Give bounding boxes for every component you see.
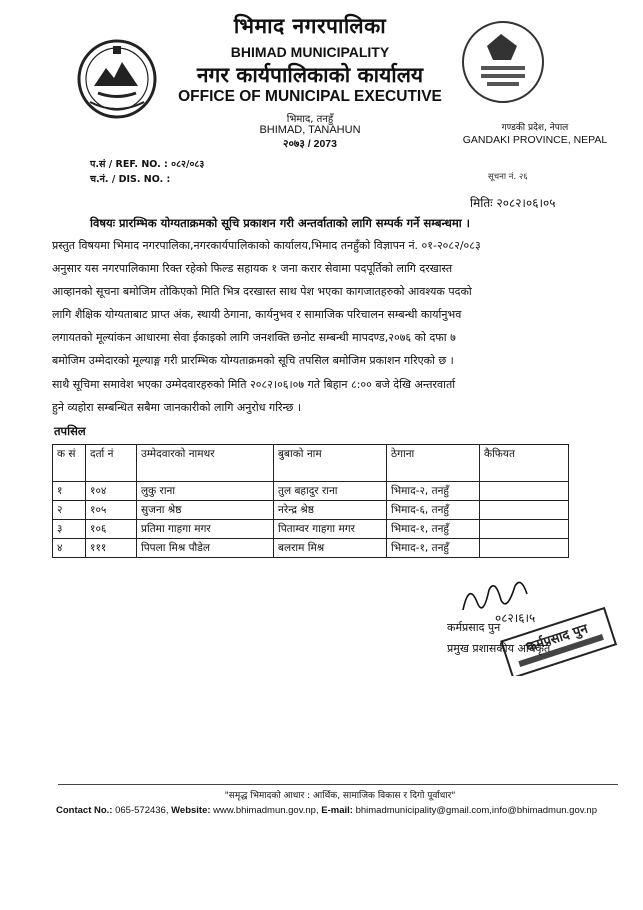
column-header-reg-no: दर्ता नं [86,445,137,482]
table-row [53,501,569,520]
body-line: अनुसार यस नगरपालिकामा रिक्त रहेको फिल्ड सहायक १ जना करार सेवामा पदपूर्तिको लागि दरखास्त [52,262,453,275]
column-header-address: ठेगाना [387,445,480,482]
dispatch-number: च.नं. / DIS. NO. : [90,174,171,185]
cell-reg-no: १११ [86,539,137,558]
cell-candidate-name: पिपला मिश्र पौडेल [137,539,274,558]
table-row [53,482,569,501]
table-title: तपसिल [54,424,86,438]
website-link[interactable]: www.bhimadmun.gov.np, [213,805,319,816]
cell-reg-no: १०६ [86,520,137,539]
cell-address: भिमाद-२, तनहुँ [387,482,480,501]
body-line: प्रस्तुत विषयमा भिमाद नगरपालिका,नगरकार्यपालिकाको कार्यालय,भिमाद तनहुँको विज्ञापन नं. ०१-२०८२/०८३ [52,239,481,252]
municipality-name-nepali: भिमाद नगरपालिका [233,14,387,38]
cell-remarks [480,520,569,539]
contact-number: 065-572436, [115,805,169,816]
location-english: BHIMAD, TANAHUN [259,124,361,136]
signatory-title: प्रमुख प्रशासकीय अधिकृत [447,642,551,655]
column-header-remarks: कैफियत [480,445,569,482]
establishment-year: २०७३ / 2073 [283,138,337,150]
cell-serial: ३ [53,520,86,539]
cell-father-name: पिताम्वर गाहगा मगर [274,520,387,539]
location-nepali: भिमाद, तनहुँ [286,114,334,125]
footer-divider [58,784,618,785]
province-english: GANDAKI PROVINCE, NEPAL [462,134,608,146]
cell-reg-no: १०५ [86,501,137,520]
office-seal-stamp [457,16,549,118]
body-line: आव्हानको सूचना बमोजिम तोकिएको मिति भित्र दरखास्त साथ पेश भएका कागजातहरुको आवश्यक पदको [52,285,472,298]
column-header-candidate-name: उम्मेदवारको नामथर [137,445,274,482]
cell-candidate-name: सुजना श्रेष्ठ [137,501,274,520]
footer-slogan: "समृद्ध भिमादको आधार : आर्थिक, सामाजिक विकास र दिगो पूर्वाधार" [224,791,456,801]
footer-contact [56,805,636,816]
table-row [53,520,569,539]
column-header-father-name: बुबाको नाम [274,445,387,482]
cell-address: भिमाद-१, तनहुँ [387,539,480,558]
cell-father-name: बलराम मिश्र [274,539,387,558]
notice-number: सूचना नं. २६ [488,172,528,182]
body-line: लागि शैक्षिक योग्यताबाट प्राप्त अंक, स्थायी ठेगाना, कार्यनुभव र सामाजिक परिचालन सम्बन्धी कार्यानुभव [52,308,462,321]
body-line: बमोजिम उम्मेदारको मूल्याङ्ग गरी प्रारम्भिक योग्यताक्रमको सूचि तपसिल बमोजिम प्रकाशन गरिएको छ । [52,354,454,367]
office-name-english: OFFICE OF MUNICIPAL EXECUTIVE [178,88,442,105]
handwritten-date: ०८२।६।५ [495,611,536,625]
cell-serial: ४ [53,539,86,558]
subject-line: विषयः प्रारम्भिक योग्यताक्रमको सूचि प्रकाशन गरी अन्तर्वाताको लागि सम्पर्क गर्ने सम्बन्धमा । [90,216,471,230]
body-line: साथै सूचिमा समावेश भएका उम्मेदवारहरुको मिति २०८२।०६।०७ गते बिहान ८:०० बजे देखि अन्तरवार्ता [52,378,456,391]
cell-remarks [480,501,569,520]
cell-candidate-name: प्रतिमा गाहगा मगर [137,520,274,539]
email-link[interactable]: bhimadmunicipality@gmail.com,info@bhimadmun.gov.np [355,805,597,816]
stamp-name-text: कर्मप्रसाद पुन [524,621,590,656]
cell-father-name: नरेन्द्र श्रेष्ठ [274,501,387,520]
notice-date: मितिः २०८२।०६।०५ [470,196,556,210]
website-label: Website: [171,805,211,816]
table-header-row [53,445,569,482]
body-line: हुने व्यहोरा सम्बन्धित सबैमा जानकारीको लागि अनुरोध गरिन्छ । [52,401,302,414]
cell-remarks [480,482,569,501]
column-header-serial: क सं [53,445,86,482]
contact-label: Contact No.: [56,805,113,816]
cell-father-name: तुल बहादुर राना [274,482,387,501]
table-row [53,539,569,558]
email-label: E-mail: [321,805,353,816]
candidate-table [52,444,569,558]
cell-remarks [480,539,569,558]
cell-address: भिमाद-६, तनहुँ [387,501,480,520]
nepal-emblem-logo [76,38,158,120]
cell-serial: १ [53,482,86,501]
office-name-nepali: नगर कार्यपालिकाको कार्यालय [196,63,424,87]
reference-number: प.सं / REF. NO. : ०८२/०८३ [90,159,205,170]
cell-address: भिमाद-१, तनहुँ [387,520,480,539]
province-nepali: गण्डकी प्रदेश, नेपाल [501,123,569,133]
body-line: लगायतको मूल्यांकन आधारमा सेवा ईकाइको लागि जनशक्ति छनोट सम्बन्धी मापदण्ड,२०७६ को दफा ७ [52,331,456,344]
signatory-name: कर्मप्रसाद पुन [447,621,501,634]
cell-candidate-name: लुकु राना [137,482,274,501]
cell-serial: २ [53,501,86,520]
municipality-name-english: BHIMAD MUNICIPALITY [230,44,390,60]
cell-reg-no: १०४ [86,482,137,501]
